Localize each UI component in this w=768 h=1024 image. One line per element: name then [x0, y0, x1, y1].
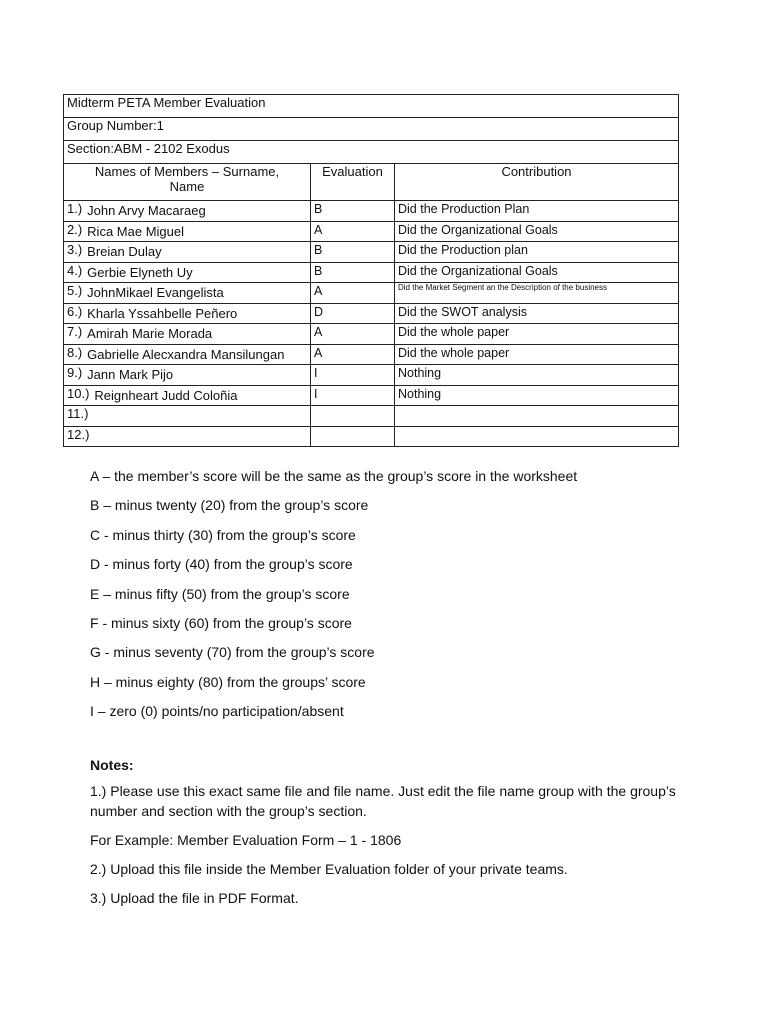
member-row — [64, 406, 679, 427]
legend-item: B – minus twenty (20) from the group’s score — [90, 497, 369, 514]
legend-item: F - minus sixty (60) from the group’s score — [90, 615, 352, 632]
member-number: 3.) — [67, 242, 83, 257]
member-number: 11.) — [67, 406, 89, 421]
member-contribution: Nothing — [395, 365, 679, 386]
group-number-value: 1 — [156, 118, 164, 133]
section-value: ABM - 2102 Exodus — [113, 141, 230, 156]
legend-item: H – minus eighty (80) from the groups’ score — [90, 673, 366, 690]
member-contribution — [395, 426, 679, 447]
member-number: 1.) — [67, 201, 83, 216]
form-title: Midterm PETA Member Evaluation — [64, 95, 679, 118]
member-contribution: Did the Production Plan — [395, 201, 679, 222]
member-name: Kharla Yssahbelle Peñero — [87, 305, 238, 321]
note-item: For Example: Member Evaluation Form – 1 - 1806 — [90, 832, 402, 848]
member-contribution: Did the Market Segment an the Description of the business — [395, 283, 679, 304]
group-number-row — [64, 118, 679, 141]
member-number: 12.) — [67, 426, 90, 442]
column-header-row — [64, 164, 679, 201]
member-evaluation: I — [311, 365, 395, 386]
member-number: 10.) — [67, 385, 90, 401]
title-row — [64, 95, 679, 118]
member-name: Jann Mark Pijo — [87, 367, 174, 382]
member-evaluation-table — [63, 94, 679, 447]
member-row — [64, 365, 679, 386]
member-contribution — [395, 406, 679, 427]
legend-item: G - minus seventy (70) from the group’s score — [90, 644, 375, 661]
group-number-label: Group Number: — [67, 118, 157, 133]
legend-item: A – the member’s score will be the same as the group’s score in the worksheet — [90, 468, 578, 484]
member-evaluation: A — [311, 221, 395, 242]
member-row — [64, 242, 679, 263]
member-row — [64, 344, 679, 365]
member-name: Rica Mae Miguel — [87, 223, 184, 239]
member-row — [64, 221, 679, 242]
member-evaluation: A — [311, 283, 395, 304]
member-evaluation: A — [311, 344, 395, 365]
member-row — [64, 324, 679, 345]
member-number: 2.) — [67, 221, 83, 237]
member-contribution: Did the Production plan — [395, 242, 679, 263]
note-item: 3.) Upload the file in PDF Format. — [90, 890, 299, 906]
member-number: 6.) — [67, 303, 83, 319]
member-row — [64, 262, 679, 283]
legend-item: E – minus fifty (50) from the group’s score — [90, 585, 350, 602]
legend-item: I – zero (0) points/no participation/absent — [90, 703, 344, 720]
column-header-names: Names of Members – Surname, Name — [64, 164, 311, 201]
member-contribution: Did the SWOT analysis — [395, 303, 679, 324]
member-evaluation: B — [311, 242, 395, 263]
section-row — [64, 141, 679, 164]
member-name: John Arvy Macaraeg — [87, 203, 206, 218]
column-header-contribution: Contribution — [395, 164, 679, 201]
legend-item: C - minus thirty (30) from the group’s score — [90, 526, 356, 543]
member-evaluation — [311, 426, 395, 447]
member-row — [64, 201, 679, 222]
member-number: 9.) — [67, 365, 83, 380]
member-evaluation: I — [311, 385, 395, 406]
member-number: 8.) — [67, 344, 83, 360]
note-item: 1.) Please use this exact same file and file name. Just edit the file name group with the group’s number and section with the group’s section. — [90, 783, 676, 819]
column-header-evaluation: Evaluation — [311, 164, 395, 201]
note-item: 2.) Upload this file inside the Member Evaluation folder of your private teams. — [90, 861, 568, 877]
member-evaluation — [311, 406, 395, 427]
notes-section — [90, 755, 690, 917]
member-name: Amirah Marie Morada — [87, 326, 213, 341]
member-evaluation: B — [311, 201, 395, 222]
member-contribution: Did the Organizational Goals — [395, 221, 679, 242]
member-name: JohnMikael Evangelista — [87, 285, 224, 300]
member-row — [64, 426, 679, 447]
member-row — [64, 303, 679, 324]
notes-title: Notes: — [90, 757, 134, 773]
member-evaluation: D — [311, 303, 395, 324]
member-number: 7.) — [67, 324, 83, 339]
member-contribution: Did the Organizational Goals — [395, 262, 679, 283]
member-evaluation: B — [311, 262, 395, 283]
member-name: Gabrielle Alecxandra Mansilungan — [87, 346, 285, 362]
member-row — [64, 283, 679, 304]
grading-legend — [90, 462, 710, 727]
member-contribution: Did the whole paper — [395, 324, 679, 345]
member-evaluation: A — [311, 324, 395, 345]
member-row — [64, 385, 679, 406]
member-number: 5.) — [67, 283, 83, 298]
legend-item: D - minus forty (40) from the group’s score — [90, 556, 353, 573]
section-label: Section: — [67, 141, 114, 156]
member-number: 4.) — [67, 262, 83, 278]
member-contribution: Did the whole paper — [395, 344, 679, 365]
member-name: Reignheart Judd Coloñia — [94, 387, 238, 403]
member-contribution: Nothing — [395, 385, 679, 406]
member-name: Breian Dulay — [87, 244, 162, 259]
member-name: Gerbie Elyneth Uy — [87, 264, 193, 280]
